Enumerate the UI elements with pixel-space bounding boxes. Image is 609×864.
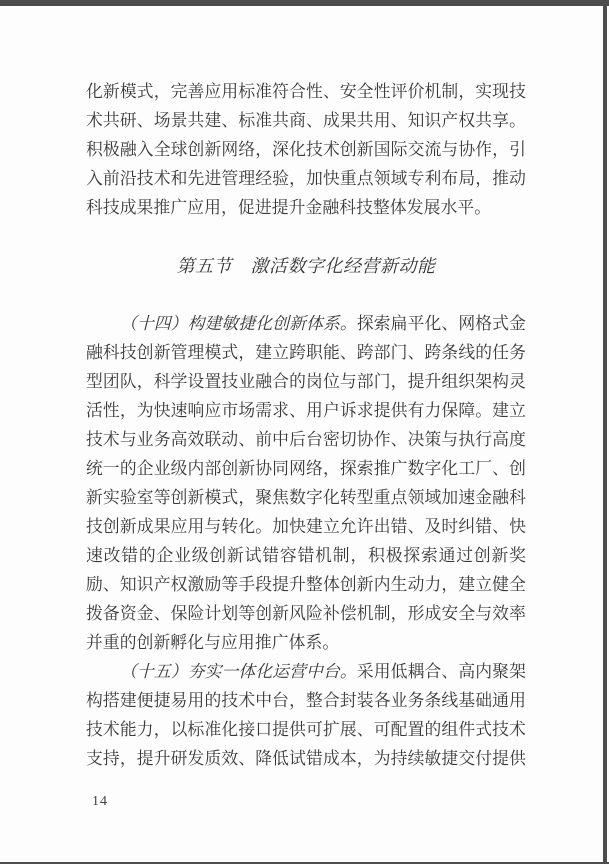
text-line: 并重的创新孵化与应用推广体系。 (86, 633, 340, 652)
section-heading: 第五节 激活数字化经营新动能 (176, 256, 436, 276)
scan-edge-top (0, 0, 609, 6)
text-line: 化新模式，完善应用标准符合性、安全性评价机制，实现技 (86, 82, 526, 101)
paragraph-14 (86, 309, 526, 657)
text-line: 支持，提升研发质效、降低试错成本，为持续敏捷交付提供 (86, 749, 526, 768)
text-line: 励、知识产权激励等手段提升整体创新内生动力，建立健全 (86, 575, 526, 594)
text-line: 科技成果推广应用，促进提升金融科技整体发展水平。 (86, 198, 492, 217)
text-line: 技术能力，以标准化接口提供可扩展、可配置的组件式技术 (86, 720, 526, 739)
text-line: 入前沿技术和先进管理经验，加快重点领域专利布局，推动 (86, 169, 526, 188)
text-line: 拨备资金、保险计划等创新风险补偿机制，形成安全与效率 (86, 604, 526, 623)
text-line: （十四）构建敏捷化创新体系。探索扁平化、网格式金 (120, 314, 526, 333)
text-line: 型团队，科学设置技业融合的岗位与部门，提升组织架构灵 (86, 372, 526, 391)
text-line: 积极融入全球创新网络，深化技术创新国际交流与协作，引 (86, 140, 526, 159)
text-line: （十五）夯实一体化运营中台。采用低耦合、高内聚架 (120, 662, 526, 681)
text-line: 统一的企业级内部创新协同网络，探索推广数字化工厂、创 (86, 459, 526, 478)
text-line: 构搭建便捷易用的技术中台，整合封装各业务条线基础通用 (86, 691, 526, 710)
text-line: 融科技创新管理模式，建立跨职能、跨部门、跨条线的任务 (86, 343, 526, 362)
text-line: 技术与业务高效联动、前中后台密切协作、决策与执行高度 (86, 430, 526, 449)
text-line: 新实验室等创新模式，聚焦数字化转型重点领域加速金融科 (86, 488, 526, 507)
page-number: 14 (92, 794, 108, 809)
text-line: 术共研、场景共建、标准共商、成果共用、知识产权共享。 (86, 111, 526, 130)
kai-leadin: （十五）夯实一体化运营中台。 (120, 662, 357, 681)
text-column (86, 77, 526, 773)
paragraph-15 (86, 657, 526, 773)
text-line: 速改错的企业级创新试错容错机制，积极探索通过创新奖 (86, 546, 526, 565)
text-line: 活性，为快速响应市场需求、用户诉求提供有力保障。建立 (86, 401, 526, 420)
paragraph-continuation (86, 77, 526, 222)
scan-edge-right (603, 0, 607, 864)
kai-leadin: （十四）构建敏捷化创新体系。 (120, 314, 357, 333)
text-line: 技创新成果应用与转化。加快建立允许出错、及时纠错、快 (86, 517, 526, 536)
